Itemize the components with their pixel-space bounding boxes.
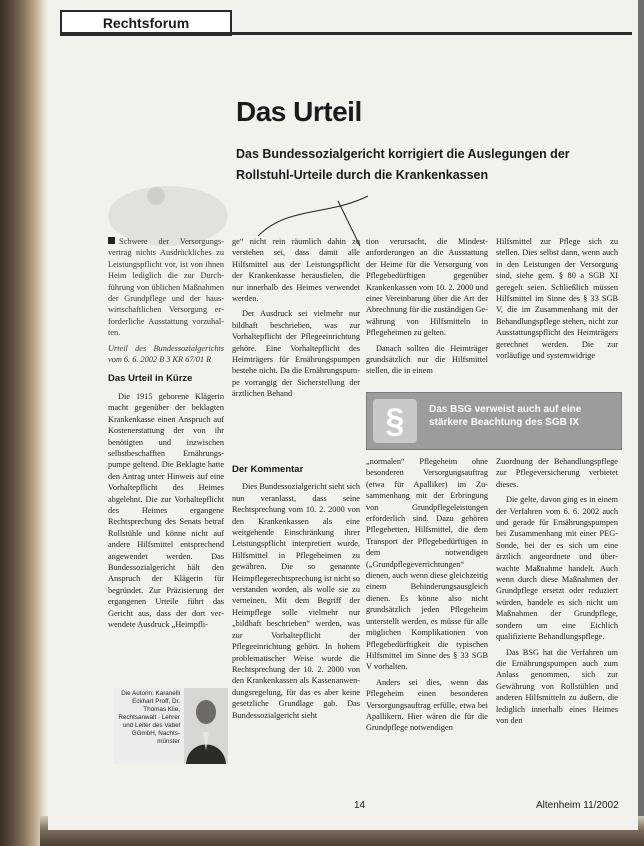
section-rule [60, 32, 632, 35]
paragraph: Anders sei dies, wenn das Pflegeheim einen besonderen Versorgungsauftrag erfülle, etwa bei Apallikern. Hier wären die für die Grundpflege notwendigen [366, 677, 488, 733]
paragraph: Hilfsmittel zur Pflege sich zu stellen. Dies selbst dann, wenn auch in den Leistungen der Versorgung sind, siehe gem. § 80 a SGB XI geregelt seien. Schließlich müssen Hilfsmittel im Sinne des § 33 SGB V, die im Zusammenhang mit der Behandlungspflege stehen, nicht zur Ausstattungspflicht des Heimträgers gerechnet werden. Die zur vorläufige und systemwidrige [496, 237, 618, 361]
paragraph-sign-icon: § [373, 399, 417, 443]
paragraph: Die 1915 geborene Klägerin macht gegenüber der beklagten Krankenkasse einen Anspruch auf Kostenerstattung der von ihr benötigten und inzwischen selbstbeschafften Ernährungspumpe geltend. Die Beklagte hatte den Antrag unter Hinweis auf eine Vorhaltepflicht des Heimes abgelehnt. Die zur Vorhaltepflicht des Heimes ergangene Rechtsprechung des Senats betraf Rollstühle und könne nicht auf andere Hilfsmittel entsprechend angewendet werden. Das Bundessozialgericht hält den Anspruch der Klägerin für begründet. Zur Präzisierung der ergangenen Urteile führt das Gericht aus, dass der dort verwendete Ausdruck „Heimpfli- [108, 391, 224, 629]
paragraph: Dies Bundessozialgericht sieht sich nun veranlasst, dass seine Rechtsprechung vom 10. 2. 2000 von den Krankenkassen als eine weitgehende Einschränkung ihrer Leistungspflicht interpretiert wurde, Hilfsmittel in Pflegeheimen zu gewähren. Die so genannte Heimpflegerechtsprechung ist nicht so verstanden worden, als wolle sie zu verneinen. Mit dem Begriff der Heimpflege solle vielmehr nur „bildhaft beschrieben“ werden, was zur Vorhaltepflicht der Pflegeeinrichtung gehört. In hohem problematischer Weise wurde die Rechtsprechung der 10. 2. 2000 von den Krankenkassen als Kassenanwendungsregelung, für das es aber keine gesetzliche Grundlage gab. Das Bundessozialgericht sieht [232, 482, 360, 720]
book-binding [0, 0, 48, 846]
column-4-top [496, 236, 618, 386]
column-3-top [366, 236, 488, 386]
column-2-bottom [232, 456, 360, 812]
article-subtitle: Das Bundessozialgericht korrigiert die Auslegungen der Rollstuhl-Urteile durch die Krankenkassen [236, 147, 570, 182]
paragraph: Zuordnung der Behandlungspflege zur Pflegeversicherung verbietet dieses. [496, 457, 618, 489]
paragraph: Die gelte, davon ging es in einem der Verfahren vom 6. 6. 2002 auch und gerade für Ernährungspumpen bei Zusammenhang mit einer PEG-Sonde, bei der es sich um eine ärztlich angeordnete und überwachte Maßnahme handelt. Auch wenn durch diese Maßnahmen der Grundpflege ersetzt oder reduziert würden, handele es sich nicht um Maßnahmen der Grundpflege, sondern um eine Eichlich qualifizierte Behandlungspflege. [496, 495, 618, 642]
pull-quote-text: Das BSG verweist auch auf eine stärkere Beachtung des SGB IX [429, 404, 582, 428]
lead-citation: Urteil des Bundessozialgerichts vom 6. 6. 2002 B 3 KR 67/01 R [108, 343, 224, 365]
page-number: 14 [354, 800, 366, 811]
column-2-top [232, 236, 360, 399]
article-title: Das Urteil [236, 96, 362, 127]
author-box [114, 688, 228, 764]
column-3-bottom [366, 456, 488, 812]
section-label: Rechtsforum [60, 10, 232, 36]
column-1 [108, 236, 224, 676]
paragraph: tion verursacht, die Mindestanforderungen an die Ausstattung der Heime für die Versorgung von Pflegebedürftigen gegenüber Krankenkassen vom 10. 2. 2000 und einer Vereinbarung über die Art der Abrechnung für die zuständigen Gewährung von Hilfsmitteln in Pflegeheimen zu gelten. [366, 237, 488, 338]
publication-issue: Altenheim 11/2002 [536, 800, 619, 811]
lead-text: Schwere der Versorgungsvertrag nichts Ausdrückliches zu Leistungspflicht vor, ist von ihnen Heim lediglich die zur Durchführung von üblichen Maßnahmen der Grundpflege und der hauswirtschaftlichen Versorgung erforderliche Ausstattung vorzuhalten. [108, 237, 224, 338]
paragraph: Danach sollten die Heimträger grundsätzlich nur die Hilfsmittel stellen, die in einem [366, 343, 488, 376]
column-4-bottom [496, 456, 618, 812]
paragraph: Der Ausdruck sei vielmehr nur bildhaft beschrieben, was zur Vorhaltepflicht der Pflegeeinrichtung gehöre. Eine Vorhaltepflicht des Heimträgers für Ernährungspumpen bestehe nicht. Da die Ernährungspumpe vorrangig der Sicherstellung der ärztlichen Behand [232, 309, 360, 399]
author-photo [184, 688, 228, 764]
lead-box [108, 236, 224, 365]
pull-quote-box [366, 392, 622, 450]
author-caption: Die Autorin: Karanelli Eckhart Proff, Dr. Thomas Klie, Rechtsanwalt · Lehrer und Leiter des Vabel GGmbH, Nachtsmünster [118, 690, 180, 745]
paragraph: „normalen“ Pflegeheim ohne besonderen Versorgungsauftrag (etwa für Apalliker) im Zusammenhang mit der Erbringung von Grundpflegeleistungen erforderlich sind. Dazu gehören Pflegebetten, Hilfsmittel, die dem Transport der Pflegebedürftigen in dem notwendigen („Grundpflegeverrichtungen“ dienen, auch wenn diese gleichzeitig einem Behinderungsausgleich dienen. Es könne also nicht grundsätzlich jeden Pflegeheim unterstellt werden, es müsse für alle möglichen Komplikationen von Pflegebedürftigkeit die typischen Hilfsmittel im Sinne des § 33 SGB V vorhalten. [366, 457, 488, 672]
paragraph: Das BSG hat die Verfahren um die Ernährungspumpen auch zum Anlass genommen, sich zur Gewährung von Rollstühlen und anderen Hilfsmitteln zu äußern, die lediglich innerhalb eines Heimes von den [496, 647, 618, 725]
paragraph: ge“ nicht rein räumlich dahin zu verstehen sei, dass damit alle Hilfsmittel aus der Leistungspflicht der Krankenkasse herausfielen, die nur innerhalb des Heimes verwendet werden. [232, 237, 360, 304]
section-heading-kurz: Das Urteil in Kürze [108, 373, 193, 385]
bullet-square-icon [108, 237, 115, 244]
section-heading-kommentar: Der Kommentar [232, 464, 304, 475]
